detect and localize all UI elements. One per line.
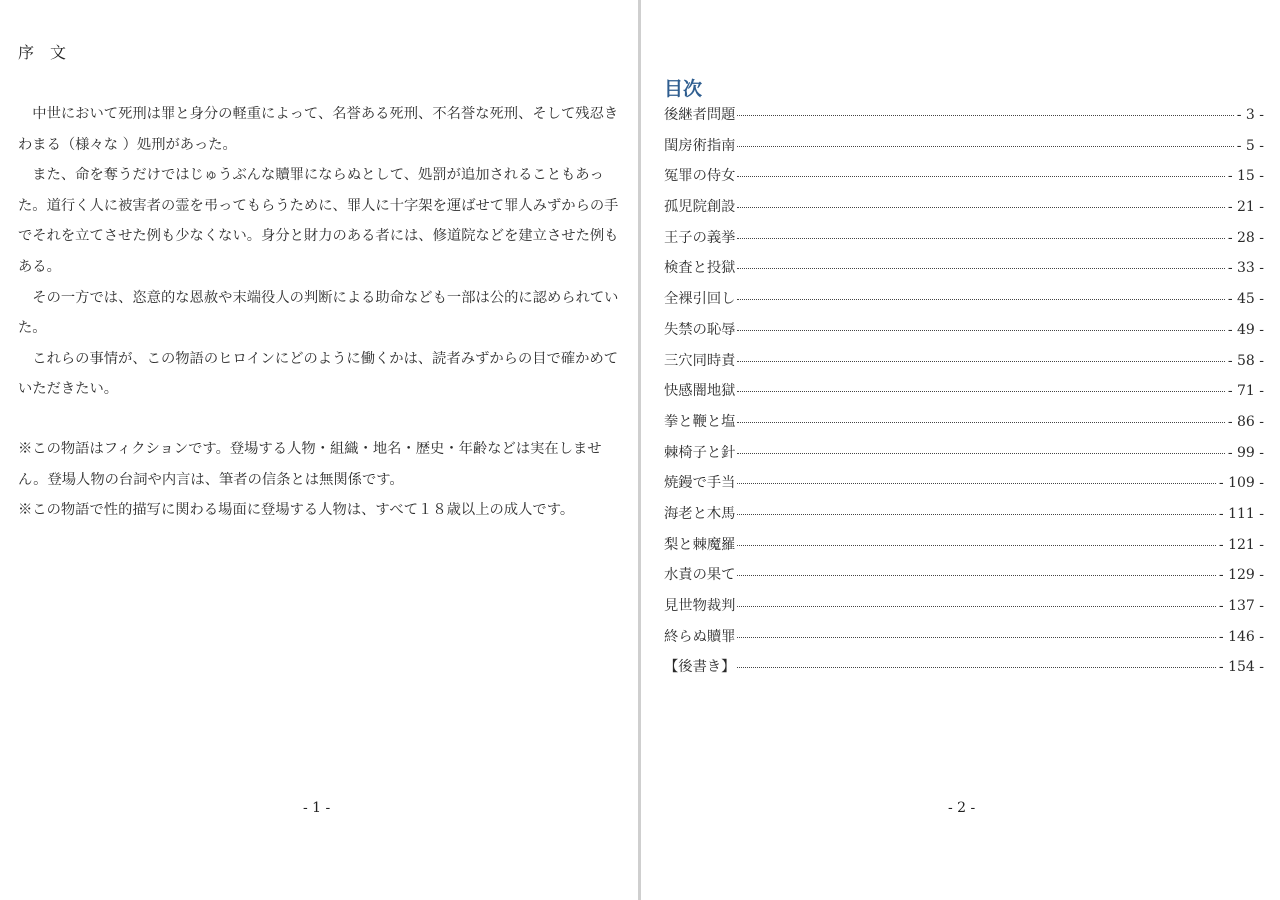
dot-leader — [737, 268, 1224, 269]
dot-leader — [737, 330, 1224, 331]
toc-entry-page: - 109 - — [1218, 475, 1264, 492]
preface-body — [18, 99, 622, 405]
toc-entry[interactable] — [664, 626, 1264, 657]
dot-leader — [737, 453, 1224, 454]
dot-leader — [737, 115, 1233, 116]
toc-heading: 目次 — [664, 78, 703, 100]
toc-entry-title: 終らぬ贖罪 — [664, 628, 736, 645]
toc-entry-page: - 129 - — [1218, 567, 1264, 584]
preface-paragraph: また、命を奪うだけではじゅうぶんな贖罪にならぬとして、処罰が追加されることもあった。道行く人に被害者の霊を弔ってもらうために、罪人に十字架を運ばせて罪人みずからの手でそれを立てさせた例も少なくない。身分と財力のある者には、修道院などを建立させた例もある。 — [18, 167, 619, 275]
preface-paragraph: これらの事情が、この物語のヒロインにどのように働くかは、読者みずからの目で確かめていただきたい。 — [18, 350, 619, 398]
toc-entry[interactable] — [664, 411, 1264, 442]
dot-leader — [737, 637, 1215, 638]
toc-entry-page: - 3 - — [1236, 107, 1264, 123]
dot-leader — [737, 667, 1215, 668]
toc-entry-page: - 33 - — [1227, 260, 1264, 277]
toc-entry-page: - 86 - — [1227, 413, 1264, 430]
toc-entry-title: 冤罪の侍女 — [664, 168, 736, 185]
toc-entry[interactable] — [664, 288, 1264, 319]
toc-entry-page: - 111 - — [1218, 505, 1264, 522]
page-2 — [642, 0, 1280, 900]
preface-title — [18, 40, 66, 63]
toc-entry[interactable] — [664, 257, 1264, 288]
toc-entry-title: 棘椅子と針 — [664, 444, 736, 461]
preface-paragraph: 中世において死刑は罪と身分の軽重によって、名誉ある死刑、不名誉な死刑、そして残忍きわまる（様々な ）処刑があった。 — [18, 106, 619, 153]
dot-leader — [737, 422, 1224, 423]
toc-entry-page: - 154 - — [1218, 659, 1264, 676]
toc-entry[interactable] — [664, 165, 1264, 196]
preface-paragraph: その一方では、恣意的な恩赦や末端役人の判断による助命なども一部は公的に認められていた。 — [18, 289, 619, 337]
toc-entry[interactable] — [664, 534, 1264, 565]
dot-leader — [737, 146, 1233, 147]
dot-leader — [737, 575, 1215, 576]
toc-entry[interactable] — [664, 442, 1264, 473]
dot-leader — [737, 299, 1224, 300]
dot-leader — [737, 361, 1224, 362]
dot-leader — [737, 606, 1215, 607]
toc-entry[interactable] — [664, 350, 1264, 381]
toc-entry-title: 検査と投獄 — [664, 260, 736, 277]
table-of-contents — [664, 104, 1264, 687]
dot-leader — [737, 483, 1215, 484]
toc-entry[interactable] — [664, 196, 1264, 227]
dot-leader — [737, 391, 1224, 392]
toc-entry-page: - 99 - — [1227, 444, 1264, 461]
toc-entry-title: 全裸引回し — [664, 291, 736, 308]
toc-entry[interactable] — [664, 104, 1264, 135]
toc-entry-page: - 71 - — [1227, 383, 1264, 400]
toc-entry[interactable] — [664, 380, 1264, 411]
page-number: - 2 - — [948, 800, 976, 816]
toc-entry-title: 失禁の恥辱 — [664, 321, 736, 338]
toc-entry-title: 見世物裁判 — [664, 598, 736, 614]
disclaimer-note: ※この物語で性的描写に関わる場面に登場する人物は、すべて１８歳以上の成人です。 — [18, 502, 575, 519]
toc-entry-page: - 5 - — [1236, 137, 1264, 154]
dot-leader — [737, 207, 1224, 208]
page-divider — [638, 0, 641, 900]
toc-entry-title: 王子の義挙 — [664, 229, 736, 246]
page-number: - 1 - — [303, 800, 331, 816]
toc-entry-page: - 21 - — [1227, 199, 1264, 216]
toc-entry-title: 閨房術指南 — [664, 137, 736, 154]
toc-entry[interactable] — [664, 472, 1264, 503]
dot-leader — [737, 238, 1224, 239]
disclaimer-note: ※この物語はフィクションです。登場する人物・組織・地名・歴史・年齢などは実在しません。登場人物の台詞や内言は、筆者の信条とは無関係です。 — [18, 441, 602, 488]
toc-entry-page: - 137 - — [1218, 598, 1264, 614]
toc-entry-page: - 49 - — [1227, 321, 1264, 338]
preface-title-char-2: 文 — [50, 43, 67, 62]
toc-entry-page: - 28 - — [1227, 229, 1264, 246]
toc-entry-title: 梨と棘魔羅 — [664, 536, 736, 553]
toc-entry[interactable] — [664, 135, 1264, 166]
toc-entry-title: 拳と鞭と塩 — [664, 413, 736, 430]
toc-entry[interactable] — [664, 564, 1264, 595]
toc-entry-page: - 45 - — [1227, 291, 1264, 308]
toc-entry-title: 孤児院創設 — [664, 199, 736, 216]
toc-entry[interactable] — [664, 503, 1264, 534]
toc-entry-page: - 121 - — [1218, 536, 1264, 553]
toc-entry-title: 後継者問題 — [664, 107, 736, 123]
toc-entry[interactable] — [664, 227, 1264, 258]
toc-entry-title: 焼鏝で手当 — [664, 475, 736, 492]
preface-title-char-1: 序 — [18, 43, 35, 62]
toc-entry-title: 三穴同時責 — [664, 352, 736, 369]
toc-entry-page: - 58 - — [1227, 352, 1264, 369]
toc-entry[interactable] — [664, 319, 1264, 350]
toc-entry-title: 【後書き】 — [664, 659, 736, 676]
page-1 — [0, 0, 638, 900]
toc-entry-page: - 146 - — [1218, 628, 1264, 645]
toc-entry-title: 水責の果て — [664, 567, 736, 584]
dot-leader — [737, 545, 1215, 546]
toc-entry-title: 快感闇地獄 — [664, 383, 736, 400]
toc-entry[interactable] — [664, 595, 1264, 626]
disclaimer-notes — [18, 434, 624, 526]
toc-entry-title: 海老と木馬 — [664, 505, 736, 522]
dot-leader — [737, 176, 1224, 177]
toc-entry[interactable] — [664, 656, 1264, 687]
dot-leader — [737, 514, 1215, 515]
toc-entry-page: - 15 - — [1227, 168, 1264, 185]
